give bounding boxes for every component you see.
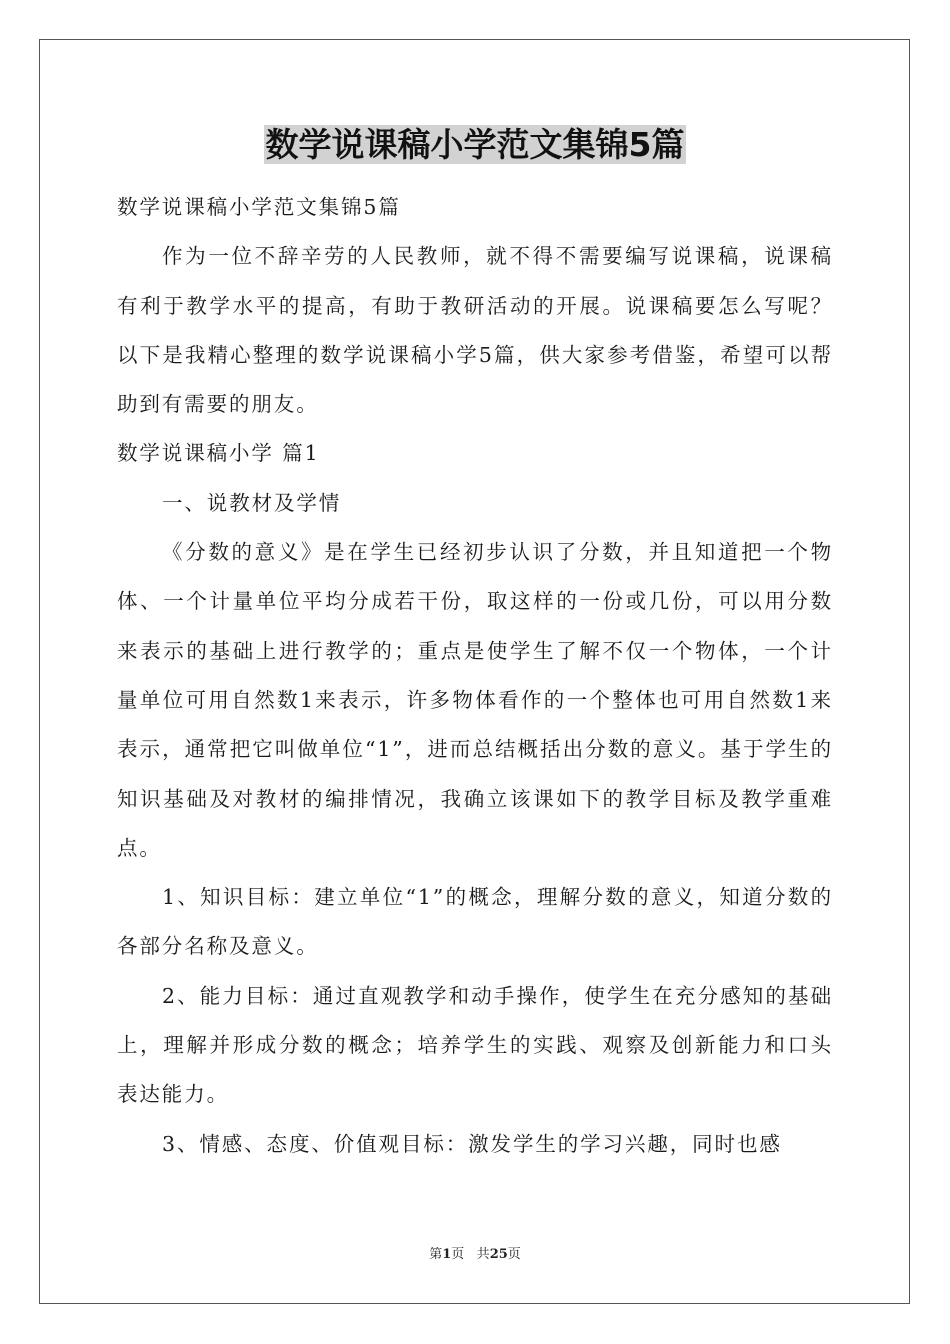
page-number: 1 [442, 1247, 452, 1262]
intro-paragraph: 作为一位不辞辛劳的人民教师，就不得不需要编写说课稿，说课稿有利于教学水平的提高，有助于教研活动的开展。说课稿要怎么写呢？以下是我精心整理的数学说课稿小学5篇，供大家参考借鉴，希望可以帮助到有需要的朋友。 [117, 244, 833, 417]
subsection-heading: 一、说教材及学情 [162, 490, 342, 515]
document-body [117, 183, 833, 1169]
total-label-prefix: 共 [476, 1247, 490, 1262]
total-pages: 25 [489, 1247, 508, 1262]
total-label-suffix: 页 [507, 1247, 521, 1262]
document-title [0, 122, 950, 168]
objective-knowledge: 1、知识目标：建立单位“1”的概念，理解分数的意义，知道分数的各部分名称及意义。 [117, 885, 833, 959]
page-footer [0, 1246, 950, 1264]
document-subtitle: 数学说课稿小学范文集锦5篇 [117, 195, 401, 219]
page-label-prefix: 第 [429, 1247, 443, 1262]
section-heading: 数学说课稿小学 篇1 [117, 441, 320, 466]
page-label-suffix: 页 [451, 1247, 465, 1262]
body-paragraph: 《分数的意义》是在学生已经初步认识了分数，并且知道把一个物体、一个计量单位平均分成若干份，取这样的一份或几份，可以用分数来表示的基础上进行教学的；重点是使学生了解不仅一个物体，一个计量单位可用自然数1来表示，许多物体看作的一个整体也可用自然数1来表示，通常把它叫做单位“1”，进而总结概括出分数的意义。基于学生的知识基础及对教材的编排情况，我确立该课如下的教学目标及教学重难点。 [117, 540, 833, 860]
document-title-text: 数学说课稿小学范文集锦5篇 [265, 125, 685, 164]
objective-emotion: 3、情感、态度、价值观目标：激发学生的学习兴趣，同时也感 [162, 1131, 782, 1156]
objective-ability: 2、能力目标：通过直观教学和动手操作，使学生在充分感知的基础上，理解并形成分数的概念；培养学生的实践、观察及创新能力和口头表达能力。 [117, 983, 833, 1107]
